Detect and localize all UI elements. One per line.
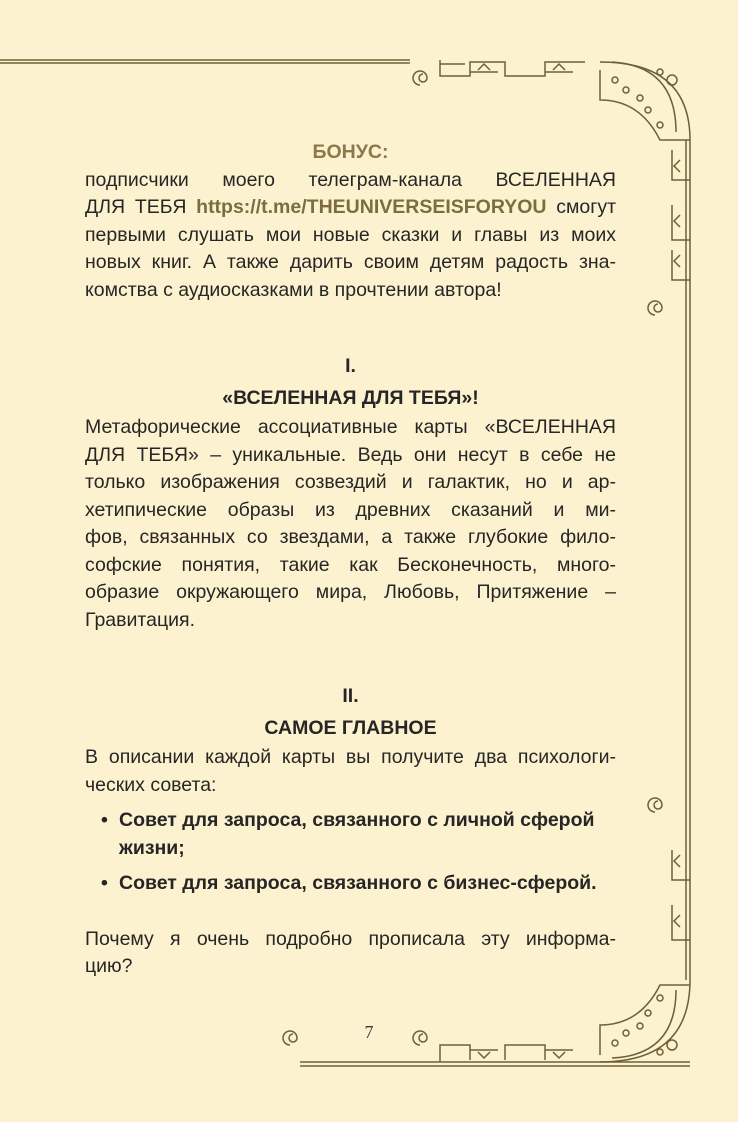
section-2-intro: [85, 744, 616, 799]
bonus-title: БОНУС:: [312, 141, 389, 163]
body-line: Гравитация.: [85, 608, 196, 631]
body-line: фов, связанных со звездами, а также глубокие фило-: [85, 526, 616, 548]
bullet-marker: •: [101, 809, 108, 831]
section-1: [85, 353, 616, 634]
body-line: Метафорические ассоциативные карты «ВСЕЛЕННАЯ: [85, 416, 616, 438]
section-2: [85, 683, 616, 981]
body-line: хетипические образы из древних сказаний и ми-: [85, 498, 616, 521]
bullet-marker: •: [101, 872, 108, 894]
body-line: только изображения созвездий и галактик, но и ар-: [85, 471, 616, 493]
list-item: [85, 870, 616, 898]
bonus-block: [85, 139, 616, 304]
bonus-text: смогут: [556, 196, 617, 218]
body-line: Почему я очень подробно прописала эту информа-: [85, 927, 616, 950]
section-1-title: «ВСЕЛЕННАЯ ДЛЯ ТЕБЯ»!: [222, 386, 479, 409]
telegram-link[interactable]: https://t.me/THEUNIVERSEISFORYOU: [196, 196, 547, 218]
section-2-title: САМОЕ ГЛАВНОЕ: [264, 716, 437, 739]
section-1-body: [85, 414, 616, 634]
list-item-line: Совет для запроса, связанного с бизнес-сферой.: [119, 872, 597, 894]
bonus-line: новых книг. А также дарить своим детям радость зна-: [85, 251, 616, 273]
body-line: В описании каждой карты вы получите два психологи-: [85, 746, 616, 768]
list-item-line: жизни;: [119, 836, 185, 859]
bonus-line: комства с аудиосказками в прочтении автора!: [85, 278, 502, 301]
section-2-numeral: II.: [342, 685, 359, 707]
body-line: образие окружающего мира, Любовь, Притяжение –: [85, 581, 616, 603]
bonus-text: ДЛЯ ТЕБЯ: [85, 196, 187, 218]
bonus-line-with-link: [85, 194, 616, 222]
bonus-line: первыми слушать мои новые сказки и главы из моих: [85, 223, 616, 246]
advice-list: [85, 807, 616, 898]
page-number: 7: [364, 1022, 374, 1042]
section-1-numeral: I.: [345, 355, 356, 377]
body-line: ДЛЯ ТЕБЯ» – уникальные. Ведь они несут в себе не: [85, 443, 616, 466]
body-line: цию?: [85, 955, 133, 977]
bonus-line: подписчики моего телеграм-канала ВСЕЛЕННАЯ: [85, 168, 616, 191]
body-line: ческих совета:: [85, 773, 217, 796]
list-item-line: Совет для запроса, связанного с личной сферой: [119, 809, 595, 831]
list-item: [85, 807, 616, 862]
body-line: софские понятия, такие как Бесконечность, много-: [85, 553, 616, 576]
question-paragraph: [85, 926, 616, 981]
